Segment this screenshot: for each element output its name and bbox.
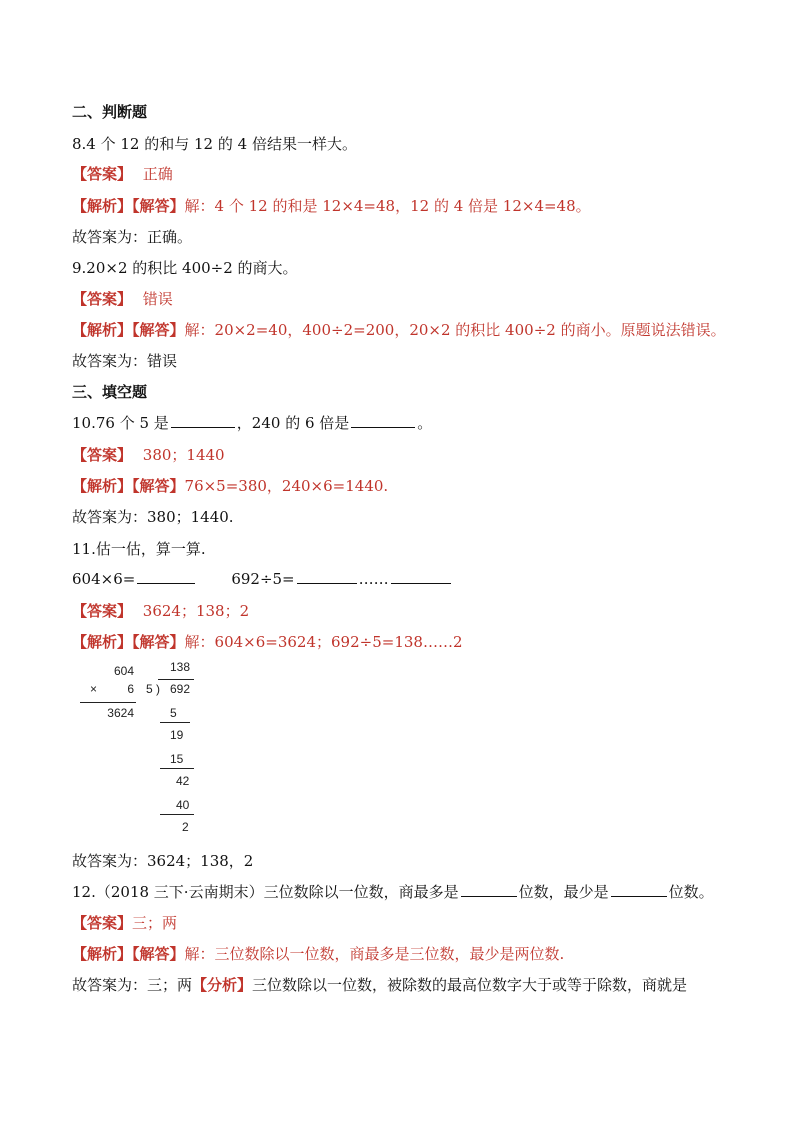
mult-bottom: 6 <box>127 682 134 696</box>
answer-label: 【答案】 <box>72 602 133 620</box>
vertical-multiplication <box>80 664 140 734</box>
div-divisor: 5 <box>146 682 153 696</box>
q12-answer-line <box>72 913 177 933</box>
q10-text-1: 10.76 个 5 是 <box>72 414 169 432</box>
q12-text-1: 12.（2018 三下·云南期末）三位数除以一位数，商最多是 <box>72 883 459 901</box>
div-dividend: 692 <box>170 682 191 696</box>
q9-solution: 解：20×2=40，400÷2=200，20×2 的积比 400÷2 的商小。原题说法错误。 <box>184 321 726 339</box>
q10-answer-line <box>72 445 225 465</box>
q12-solution-line <box>72 944 564 964</box>
mult-top: 604 <box>113 664 134 678</box>
fenxi-label: 【分析】 <box>192 976 253 994</box>
q11-expr-2: 692÷5= <box>231 570 295 588</box>
q10-solution: 76×5=380，240×6=1440. <box>184 477 389 495</box>
div-remainder-2: 42 <box>176 774 190 788</box>
div-remainder-1: 19 <box>170 728 184 742</box>
q11-answer-line <box>72 601 249 621</box>
answer-blank <box>611 882 667 897</box>
analysis-label: 【解析】 <box>72 945 133 963</box>
q11-dots: …… <box>358 570 389 588</box>
q10-conclusion: 故答案为：380；1440. <box>72 508 234 526</box>
solution-label: 【解答】 <box>132 945 185 963</box>
analysis-label: 【解析】 <box>72 321 133 339</box>
q12-text-2: 位数，最少是 <box>518 883 609 901</box>
q9-question: 9.20×2 的积比 400÷2 的商大。 <box>72 259 298 277</box>
q12-answer: 三；两 <box>132 914 178 932</box>
mult-result: 3624 <box>107 706 134 720</box>
judge-heading: 二、判断题 <box>72 103 148 121</box>
q9-answer-line <box>72 289 173 309</box>
long-division <box>146 660 206 840</box>
q8-question: 8.4 个 12 的和与 12 的 4 倍结果一样大。 <box>72 135 357 153</box>
q11-question: 11.估一估，算一算. <box>72 540 206 558</box>
q12-fenxi: 三位数除以一位数，被除数的最高位数字大于或等于除数，商就是 <box>252 976 688 994</box>
div-bracket-top <box>158 679 194 680</box>
q11-answer: 3624；138；2 <box>142 602 250 620</box>
div-rule-1 <box>160 722 190 723</box>
q11-conclusion: 故答案为：3624；138，2 <box>72 852 254 870</box>
analysis-label: 【解析】 <box>72 633 133 651</box>
q9-answer: 错误 <box>142 290 173 308</box>
q12-solution: 解：三位数除以一位数，商最多是三位数，最少是两位数. <box>184 945 565 963</box>
q11-expressions <box>72 569 453 589</box>
div-quotient: 138 <box>170 660 191 674</box>
solution-label: 【解答】 <box>132 477 185 495</box>
answer-blank <box>297 569 357 584</box>
q12-question <box>72 882 714 902</box>
q10-text-3: 。 <box>417 414 433 432</box>
div-final-remainder: 2 <box>182 820 189 834</box>
div-step-3: 40 <box>176 798 190 812</box>
q8-solution: 解：4 个 12 的和是 12×4=48，12 的 4 倍是 12×4=48。 <box>184 197 591 215</box>
analysis-label: 【解析】 <box>72 477 133 495</box>
answer-label: 【答案】 <box>72 165 133 183</box>
q12-conclusion: 故答案为：三；两 <box>72 976 193 994</box>
q9-solution-line <box>72 320 726 340</box>
fill-heading: 三、填空题 <box>72 383 148 401</box>
analysis-label: 【解析】 <box>72 197 133 215</box>
q8-answer-line <box>72 164 173 184</box>
q10-text-2: ，240 的 6 倍是 <box>236 414 350 432</box>
answer-blank <box>171 413 235 428</box>
answer-blank <box>137 569 195 584</box>
div-step-2: 15 <box>170 752 184 766</box>
div-rule-3 <box>160 814 194 815</box>
answer-blank <box>461 882 517 897</box>
q8-answer: 正确 <box>142 165 173 183</box>
div-paren: ) <box>156 682 160 696</box>
div-rule-2 <box>160 768 194 769</box>
q10-answer: 380；1440 <box>142 446 225 464</box>
answer-label: 【答案】 <box>72 290 133 308</box>
q11-solution-line <box>72 632 463 652</box>
mult-op: × <box>90 682 98 696</box>
q12-conclusion-line <box>72 975 687 995</box>
q10-question <box>72 413 432 433</box>
solution-label: 【解答】 <box>132 197 185 215</box>
answer-label: 【答案】 <box>72 914 133 932</box>
q12-text-3: 位数。 <box>668 883 714 901</box>
q8-conclusion: 故答案为：正确。 <box>72 228 193 246</box>
q11-expr-1: 604×6= <box>72 570 136 588</box>
mult-rule <box>80 702 136 703</box>
answer-label: 【答案】 <box>72 446 133 464</box>
div-step-1: 5 <box>170 706 177 720</box>
answer-blank <box>351 413 415 428</box>
q10-solution-line <box>72 476 388 496</box>
q8-solution-line <box>72 196 591 216</box>
solution-label: 【解答】 <box>132 321 185 339</box>
q11-solution: 解：604×6=3624；692÷5=138……2 <box>184 633 463 651</box>
q9-conclusion: 故答案为：错误 <box>72 352 178 370</box>
solution-label: 【解答】 <box>132 633 185 651</box>
answer-blank <box>391 569 451 584</box>
